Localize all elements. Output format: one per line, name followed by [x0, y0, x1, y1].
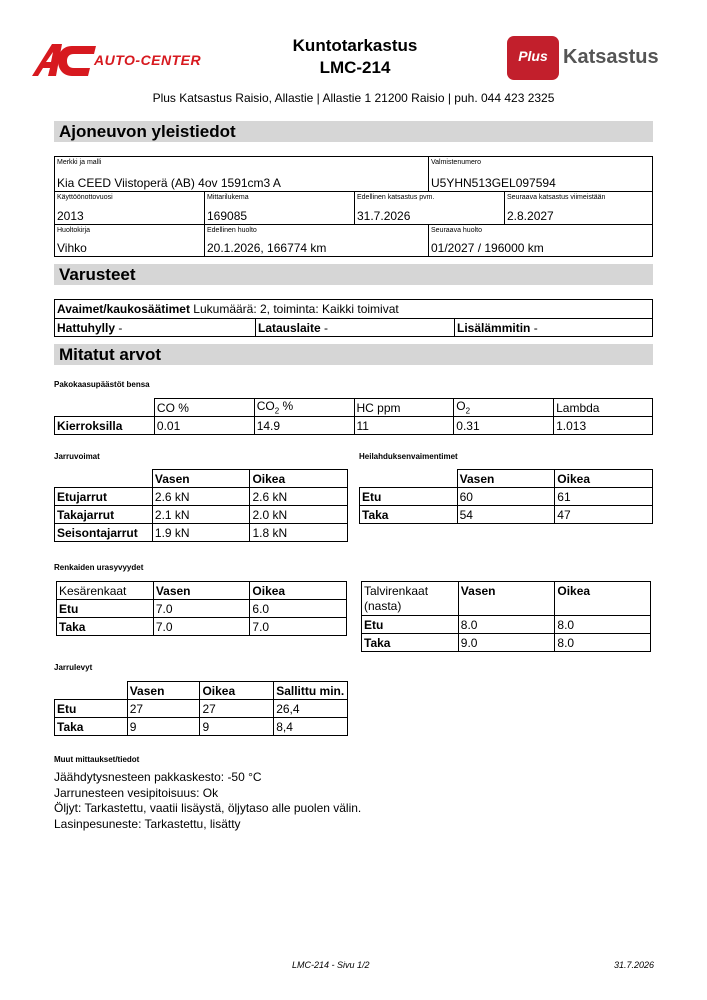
year-field: Käyttöönottovuosi 2013: [55, 191, 204, 224]
discs-title: Jarrulevyt: [54, 663, 93, 672]
emissions-table: CO % $CO_2$ % HC ppm $O_2$ Lambda Kierroksilla 0.01 14.9 11 0.31 1.013: [54, 398, 653, 435]
vin-value: U5YHN513GEL097594: [431, 176, 556, 190]
plus-badge-icon: Plus: [507, 36, 559, 80]
page-footer: LMC-214 - Sivu 1/2: [292, 960, 370, 970]
table-row: Etu 7.0 6.0: [57, 600, 347, 618]
section-heading-measured: Mitatut arvot: [54, 344, 653, 365]
table-row: Etujarrut 2.6 kN 2.6 kN: [55, 488, 348, 506]
table-row: Taka 9 9 8,4: [55, 718, 348, 736]
vin-field: Valmistenumero U5YHN513GEL097594: [428, 157, 652, 191]
last-inspection-field: Edellinen katsastus pvm. 31.7.2026: [354, 191, 504, 224]
make-model-field: Merkki ja malli Kia CEED Viistoperä (AB) 4ov 1591cm3 A: [57, 159, 281, 190]
table-row: Etu 8.0 8.0: [362, 616, 651, 634]
odometer-field: Mittarilukema 169085: [204, 191, 354, 224]
katsastus-wordmark: Katsastus: [563, 46, 659, 68]
note-line: Jarrunesteen vesipitoisuus: Ok: [54, 785, 219, 800]
heater-field: Lisälämmitin -: [454, 318, 652, 336]
make-model-value: Kia CEED Viistoperä (AB) 4ov 1591cm3 A: [57, 176, 281, 190]
document-title: Kuntotarkastus: [292, 36, 418, 55]
table-row: Taka 9.0 8.0: [362, 634, 651, 652]
next-service-field: Seuraava huolto 01/2027 / 196000 km: [428, 224, 652, 256]
brakes-title: Jarruvoimat: [54, 452, 100, 461]
table-row: Seisontajarrut 1.9 kN 1.8 kN: [55, 524, 348, 542]
summer-tires-table: Kesärenkaat Vasen Oikea Etu 7.0 6.0 Taka 7.0 7.0: [56, 581, 347, 636]
tires-title: Renkaiden urasyvyydet: [54, 563, 144, 572]
emissions-title: Pakokaasupäästöt bensa: [54, 380, 150, 389]
table-row: Takajarrut 2.1 kN 2.0 kN: [55, 506, 348, 524]
table-row: Taka 7.0 7.0: [57, 618, 347, 636]
keys-row: Avaimet/kaukosäätimet Lukumäärä: 2, toiminta: Kaikki toimivat: [57, 302, 399, 316]
service-book-field: Huoltokirja Vihko: [55, 224, 204, 256]
other-title: Muut mittaukset/tiedot: [54, 755, 140, 764]
footer-date: 31.7.2026: [614, 960, 655, 970]
hat-shelf-field: Hattuhylly -: [55, 318, 255, 336]
last-service-field: Edellinen huolto 20.1.2026, 166774 km: [204, 224, 428, 256]
plus-katsastus-logo: [507, 36, 677, 82]
brakes-table: Vasen Oikea Etujarrut 2.6 kN 2.6 kN Takajarrut 2.1 kN 2.0 kN Seisontajarrut 1.9 kN 1.8 kN: [54, 469, 348, 542]
shocks-table: Vasen Oikea Etu 60 61 Taka 54 47: [359, 469, 653, 524]
note-line: Öljyt: Tarkastettu, vaatii lisäystä, öljytaso alle puolen välin.: [54, 801, 362, 815]
document-subtitle: LMC-214: [319, 58, 391, 77]
equipment-grid: [54, 299, 653, 337]
section-heading-equipment: Varusteet: [54, 264, 653, 285]
note-line: Lasinpesuneste: Tarkastettu, lisätty: [54, 816, 241, 831]
winter-tires-table: Talvirenkaat (nasta) Vasen Oikea Etu 8.0 8.0 Taka 9.0 8.0: [361, 581, 651, 652]
table-row: Kierroksilla 0.01 14.9 11 0.31 1.013: [55, 417, 653, 435]
shocks-title: Heilahduksenvaimentimet: [359, 452, 458, 461]
table-row: Taka 54 47: [360, 506, 653, 524]
auto-center-mark-icon: [32, 42, 96, 78]
auto-center-logo: [32, 42, 207, 82]
section-heading-general: Ajoneuvon yleistiedot: [54, 121, 653, 142]
charger-field: Latauslaite -: [255, 318, 454, 336]
next-inspection-field: Seuraava katsastus viimeistään 2.8.2027: [504, 191, 652, 224]
auto-center-wordmark: AUTO-CENTER: [94, 52, 202, 68]
table-row: Etu 27 27 26,4: [55, 700, 348, 718]
note-line: Jäähdytysnesteen pakkaskesto: -50 °C: [54, 770, 262, 784]
brake-discs-table: Vasen Oikea Sallittu min. Etu 27 27 26,4 Taka 9 9 8,4: [54, 681, 348, 736]
other-notes: [54, 770, 361, 832]
table-row: Etu 60 61: [360, 488, 653, 506]
station-address: Plus Katsastus Raisio, Allastie | Allastie 1 21200 Raisio | puh. 044 423 2325: [152, 91, 555, 105]
vehicle-info-grid: [54, 156, 653, 257]
